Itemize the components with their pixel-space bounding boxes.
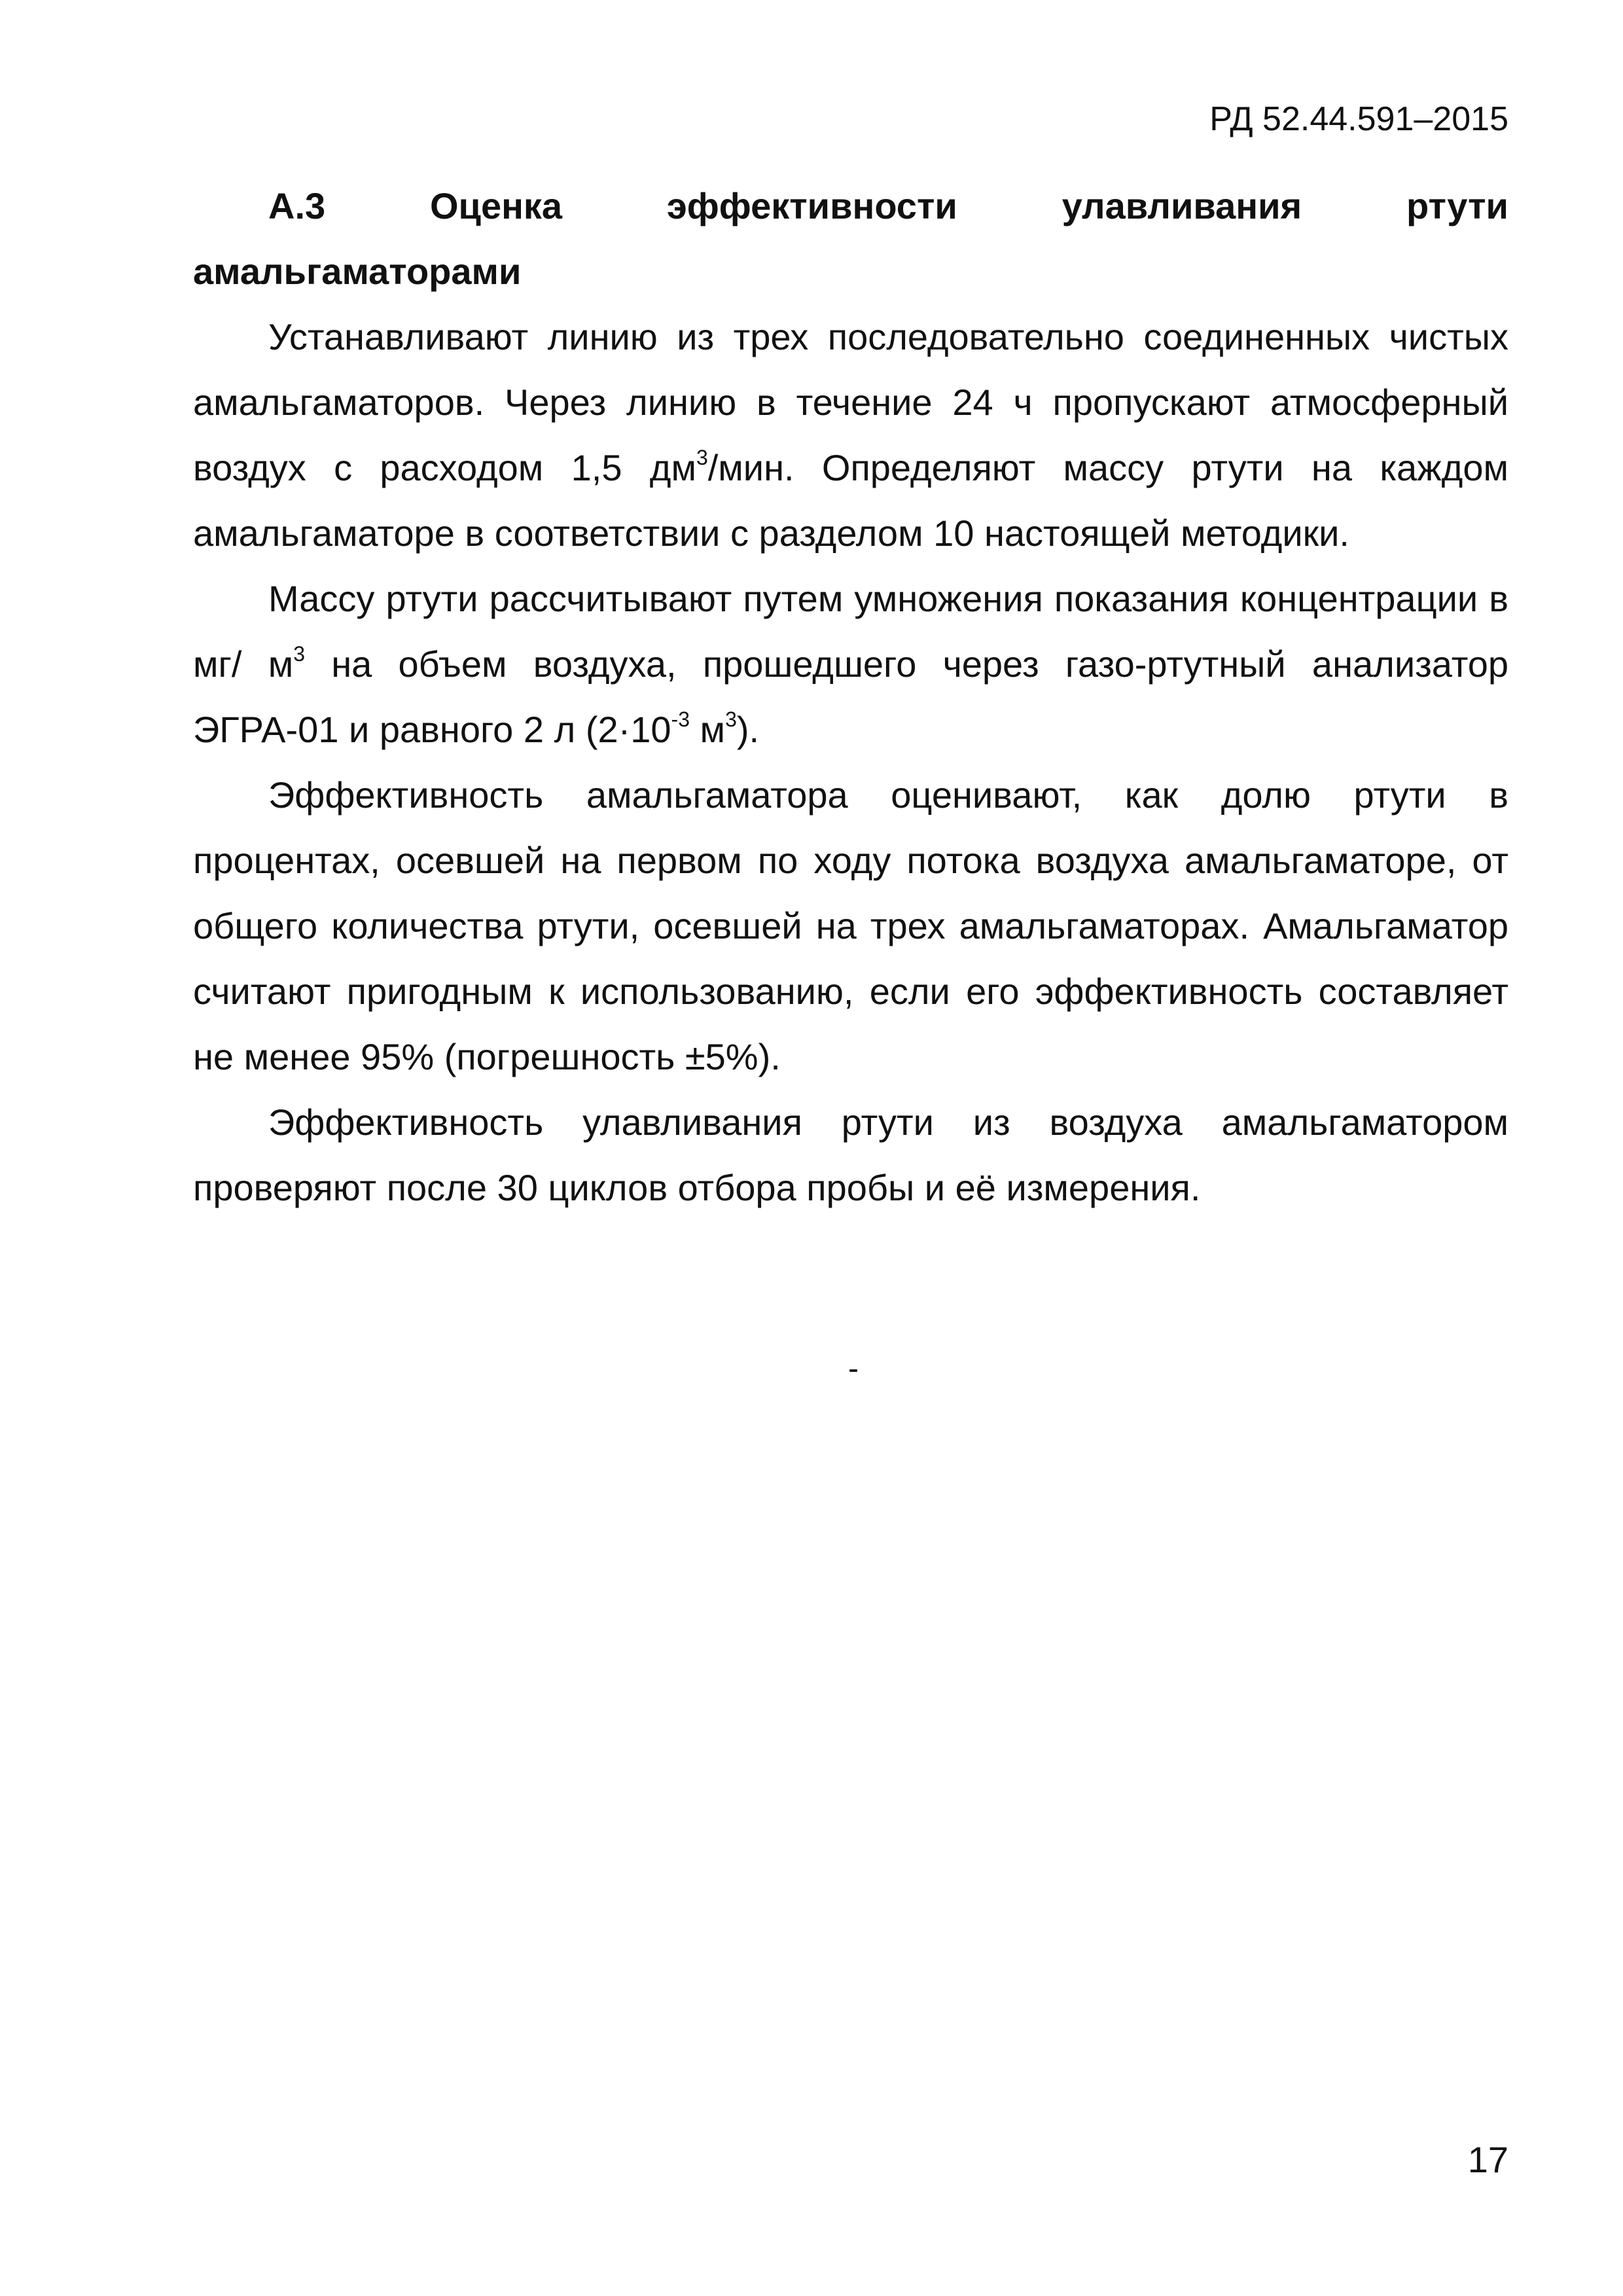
paragraph-2 <box>193 566 1508 762</box>
paragraph-4: Эффективность улавливания ртути из воздуха амальгаматором проверяют после 30 циклов отбора пробы и её измерения. <box>193 1102 1508 1208</box>
paragraph-2-text: Массу ртути рассчитывают путем умножения показания концентрации в мг/ м <box>193 578 1508 685</box>
paragraph-3: Эффективность амальгаматора оценивают, как долю ртути в процентах, осевшей на первом по ходу потока воздуха амальгаматоре, от общего количества ртути, осевшей на трех амальгаматорах. Амальгаматор считают пригодным к использованию, если его эффективность составляет не менее 95% (погрешность ±5%). <box>193 774 1508 1077</box>
section-heading-line2: амальгаматорами <box>193 251 522 292</box>
superscript: 3 <box>696 446 708 469</box>
superscript: 3 <box>725 708 737 731</box>
page-content <box>193 173 1508 1221</box>
paragraph-2-text-end: ). <box>736 709 760 750</box>
paragraph-2-text-cont: м <box>690 709 726 750</box>
section-title-word: Оценка <box>429 185 563 226</box>
document-code: РД 52.44.591–2015 <box>1209 100 1508 138</box>
section-heading-line1 <box>193 173 1508 239</box>
paragraph-1 <box>193 304 1508 566</box>
section-title-word: улавливания <box>1061 185 1302 226</box>
section-title-word: ртути <box>1406 185 1508 226</box>
page-number: 17 <box>1467 2139 1508 2180</box>
paragraph-1-text-cont: /мин. Определяют массу ртути на каждом амальгаматоре в соответствии с разделом 10 настоящей методики. <box>193 447 1508 554</box>
section-number: А.3 <box>268 185 326 226</box>
paragraph-1-text: Устанавливают линию из трех последовательно соединенных чистых амальгаматоров. Через линию в течение 24 ч пропускают атмосферный воздух с расходом 1,5 дм <box>193 316 1508 488</box>
section-title-word: эффективности <box>666 185 957 226</box>
superscript: 3 <box>293 642 306 666</box>
dash-mark: - <box>848 1352 859 1386</box>
paragraph-2-text-cont: на объем воздуха, прошедшего через газо-ртутный анализатор ЭГРА-01 и равного 2 л (2·10 <box>193 643 1509 750</box>
superscript: -3 <box>671 708 690 731</box>
